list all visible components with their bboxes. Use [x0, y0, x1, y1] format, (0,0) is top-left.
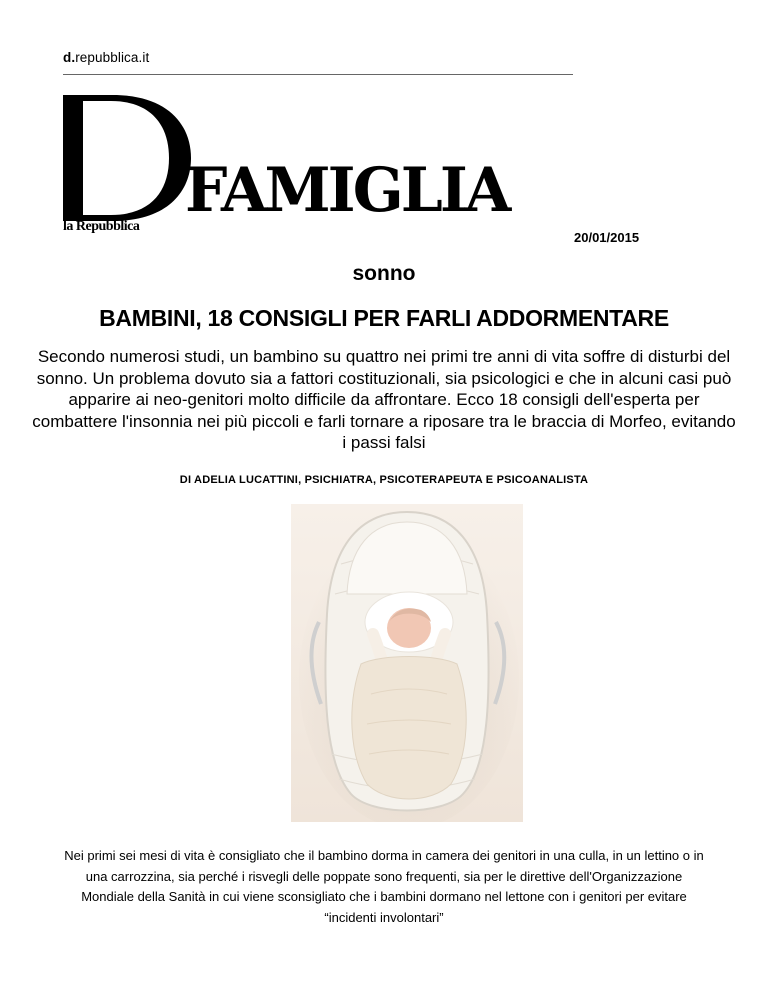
- header-divider: [63, 74, 573, 75]
- site-url-domain: repubblica.it: [75, 50, 150, 65]
- photo-caption: Nei primi sei mesi di vita è consigliato che il bambino dorma in camera dei genitori in una culla, in un lettino o in una carrozzina, sia perché i risvegli delle poppate sono frequenti, sia per le direttive dell'Organizzazione Mondiale della Sanità in cui viene sconsigliato che i bambini dormano nel lettone con i genitori per evitare “incidenti involontari”: [64, 848, 704, 925]
- masthead-logo: [63, 95, 563, 235]
- article-headline: BAMBINI, 18 CONSIGLI PER FARLI ADDORMENTARE: [99, 305, 669, 331]
- article-byline: DI ADELIA LUCATTINI, PSICHIATRA, PSICOTERAPEUTA E PSICOANALISTA: [179, 474, 589, 486]
- masthead-section-name: FAMIGLIA: [185, 155, 509, 226]
- section-label: sonno: [352, 262, 416, 285]
- publisher-name: la Repubblica: [63, 219, 140, 234]
- article-photo: [291, 504, 523, 822]
- d-letter-logo: [63, 95, 193, 221]
- site-url-prefix: d.: [63, 50, 76, 65]
- article-date: 20/01/2015: [574, 230, 640, 245]
- site-url[interactable]: [63, 50, 149, 65]
- article-standfirst: Secondo numerosi studi, un bambino su quattro nei primi tre anni di vita soffre di disturbi del sonno. Un problema dovuto sia a fattori costituzionali, sia psicologici e che in alcuni casi può apparire ai neo-genitori molto difficile da affrontare. Ecco 18 consigli dell'esperta per combattere l'insonnia nei più piccoli e farli tornare a riposare tra le braccia di Morfeo, evitando i passi falsi: [32, 347, 736, 452]
